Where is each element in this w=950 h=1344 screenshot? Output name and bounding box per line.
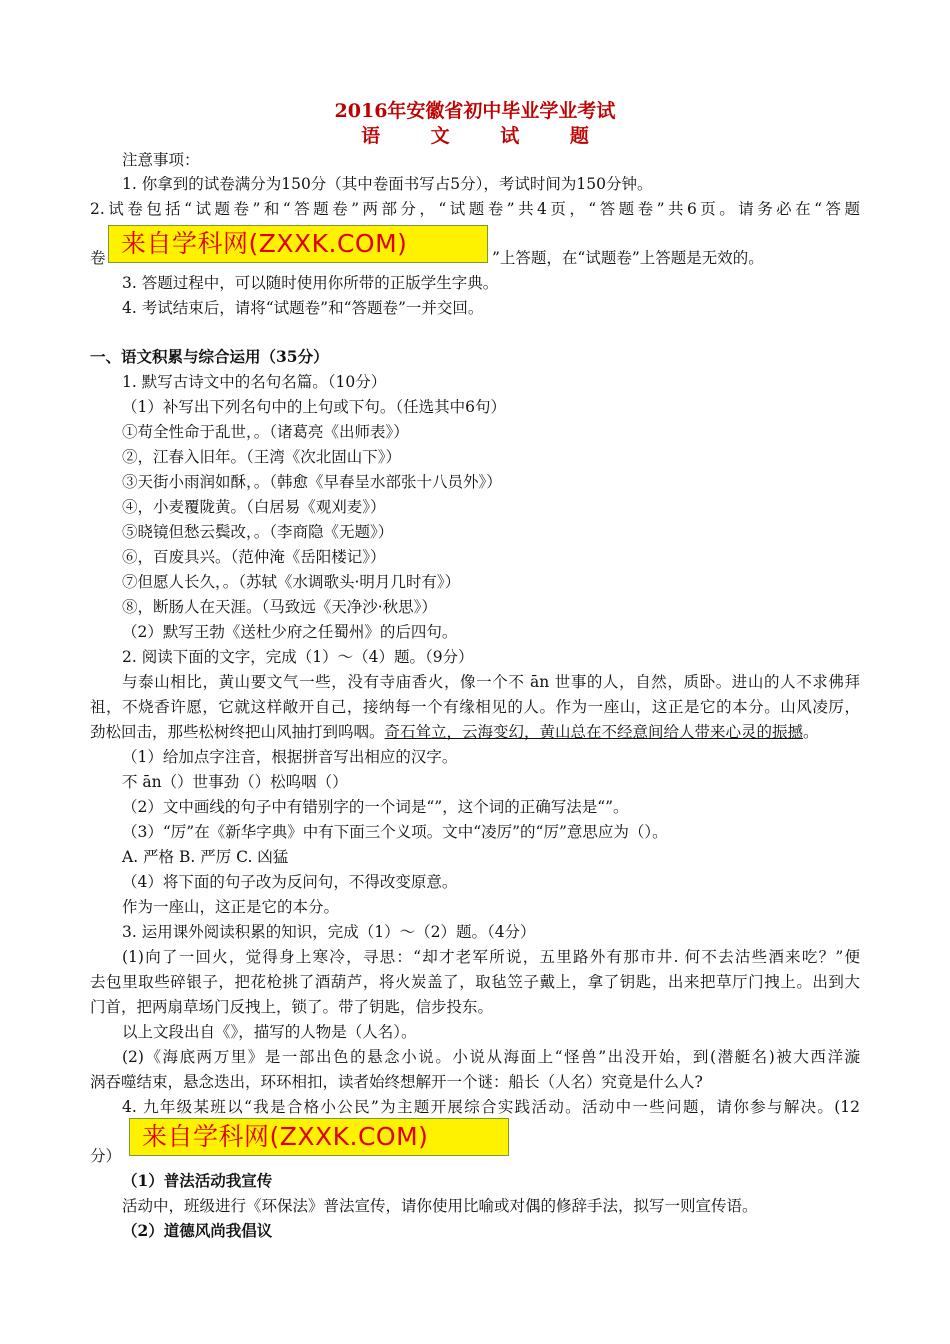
poem-line: ⑦但愿人长久，。（苏轼《水调歌头·明月几时有》） bbox=[122, 573, 461, 591]
question-3-part-1-line-2: 去包里取些碎银子，把花枪挑了酒葫芦，将火炭盖了，取毡笠子戴上，拿了钥匙，出来把草厅门拽上。出到大 bbox=[90, 973, 860, 991]
question-4-part-2-title: （2）道德风尚我倡议 bbox=[122, 1221, 273, 1240]
underlined-sentence: 奇石耸立，云海变幻，黄山总在不经意间给人带来心灵的振撼 bbox=[384, 723, 804, 741]
question-4-part-1-text: 活动中，班级进行《环保法》普法宣传，请你使用比喻或对偶的修辞手法，拟写一则宣传语。 bbox=[122, 1197, 758, 1215]
passage-end-mark: 。 bbox=[803, 723, 819, 741]
passage-line-3 bbox=[90, 722, 819, 742]
section-1-heading: 一、语文积累与综合运用（35分） bbox=[90, 347, 329, 366]
watermark-banner: 来自学科网(ZXXK.COM) bbox=[108, 225, 488, 263]
question-4-part-1-title: （1）普法活动我宣传 bbox=[122, 1171, 273, 1190]
exam-title: 2016年安徽省初中毕业学业考试 bbox=[334, 100, 616, 122]
watermark-banner: 来自学科网(ZXXK.COM) bbox=[129, 1118, 509, 1156]
question-1-part-2: （2）默写王勃《送杜少府之任蜀州》的后四句。 bbox=[122, 623, 458, 641]
passage-text: 劲松回击，那些松树终把山风抽打到呜咽。 bbox=[90, 723, 385, 741]
question-2-part-3: （3）“厉”在《新华字典》中有下面三个义项。文中“凌厉”的“厉”意思应为（）。 bbox=[122, 823, 668, 841]
question-3-part-1-question: 以上文段出自《》，描写的人物是（人名）。 bbox=[122, 1023, 417, 1041]
notice-item-1: 1. 你拿到的试卷满分为150分（其中卷面书写占5分），考试时间为150分钟。 bbox=[122, 175, 653, 193]
poem-line: ①苟全性命于乱世，。（诸葛亮《出师表》） bbox=[122, 423, 409, 441]
poem-line: ⑤晓镜但愁云鬓改，。（李商隐《无题》） bbox=[122, 523, 394, 541]
notice-item-2-end: ”上答题，在“试题卷”上答题是无效的。 bbox=[492, 249, 764, 267]
notice-item-3: 3. 答题过程中，可以随时使用你所带的正版学生字典。 bbox=[122, 274, 499, 292]
question-1: 1. 默写古诗文中的名句名篇。（10分） bbox=[122, 373, 387, 391]
question-2-part-1: （1）给加点字注音，根据拼音写出相应的汉字。 bbox=[122, 748, 458, 766]
notice-item-2-start: 卷 bbox=[90, 249, 106, 267]
poem-line: ③天街小雨润如酥，。（韩愈《早春呈水部张十八员外》） bbox=[122, 473, 502, 491]
notice-item-4: 4. 考试结束后，请将“试题卷”和“答题卷”一并交回。 bbox=[122, 299, 484, 317]
question-2-part-1-answer: 不 ān（）世事劲（）松呜咽（） bbox=[122, 773, 348, 791]
question-1-part-1: （1）补写出下列名句中的上句或下句。（任选其中6句） bbox=[122, 398, 506, 416]
question-3-part-2-line-2: 涡吞噬结束，悬念迭出，环环相扣，读者始终想解开一个谜：船长（人名）究竟是什么人? bbox=[90, 1073, 703, 1091]
notice-heading: 注意事项： bbox=[122, 151, 200, 169]
question-4-line-2: 分） bbox=[90, 1147, 122, 1165]
question-3-part-2-line-1: (2)《海底两万里》是一部出色的悬念小说。小说从海面上“怪兽”出没开始，到(潜艇名)被大西洋漩 bbox=[122, 1048, 860, 1066]
poem-line: ⑥，百废具兴。（范仲淹《岳阳楼记》） bbox=[122, 548, 386, 566]
question-2: 2. 阅读下面的文字，完成（1）～（4）题。（9分） bbox=[122, 648, 474, 666]
poem-line: ②，江春入旧年。（王湾《次北固山下》） bbox=[122, 448, 402, 466]
poem-line: ⑧，断肠人在天涯。（马致远《天净沙·秋思》） bbox=[122, 598, 437, 616]
notice-item-2-line-1: 2.试卷包括“试题卷”和“答题卷”两部分，“试题卷”共4页，“答题卷”共6页。请务必在“答题 bbox=[90, 200, 860, 218]
question-2-part-4: （4）将下面的句子改为反问句，不得改变原意。 bbox=[122, 873, 458, 891]
question-3-part-1-line-1: (1)向了一回火，觉得身上寒冷，寻思：“却才老军所说，五里路外有那市井. 何不去沽些酒来吃？”便 bbox=[122, 948, 860, 966]
question-4-line-1: 4. 九年级某班以“我是合格小公民”为主题开展综合实践活动。活动中一些问题，请你参与解决。(12 bbox=[122, 1098, 860, 1116]
passage-line-2: 祖，不烧香许愿，它就这样敞开自己，接纳每一个有缘相见的人。作为一座山，这正是它的本分。山风凌厉， bbox=[90, 698, 860, 716]
question-2-part-4-sentence: 作为一座山，这正是它的本分。 bbox=[122, 898, 340, 916]
question-3: 3. 运用课外阅读积累的知识，完成（1）～（2）题。（4分） bbox=[122, 923, 536, 941]
question-2-part-3-options: A. 严格 B. 严厉 C. 凶猛 bbox=[122, 848, 289, 866]
exam-subtitle: 语 文 试 题 bbox=[361, 125, 611, 147]
question-3-part-1-line-3: 门首，把两扇草场门反拽上，锁了。带了钥匙，信步投东。 bbox=[90, 998, 494, 1016]
poem-line: ④，小麦覆陇黄。（白居易《观刈麦》） bbox=[122, 498, 386, 516]
question-2-part-2: （2）文中画线的句子中有错别字的一个词是“”，这个词的正确写法是“”。 bbox=[122, 798, 629, 816]
passage-line-1: 与泰山相比，黄山要文气一些，没有寺庙香火，像一个不 ān 世事的人，自然，质卧。进山的人不求佛拜 bbox=[122, 673, 860, 691]
